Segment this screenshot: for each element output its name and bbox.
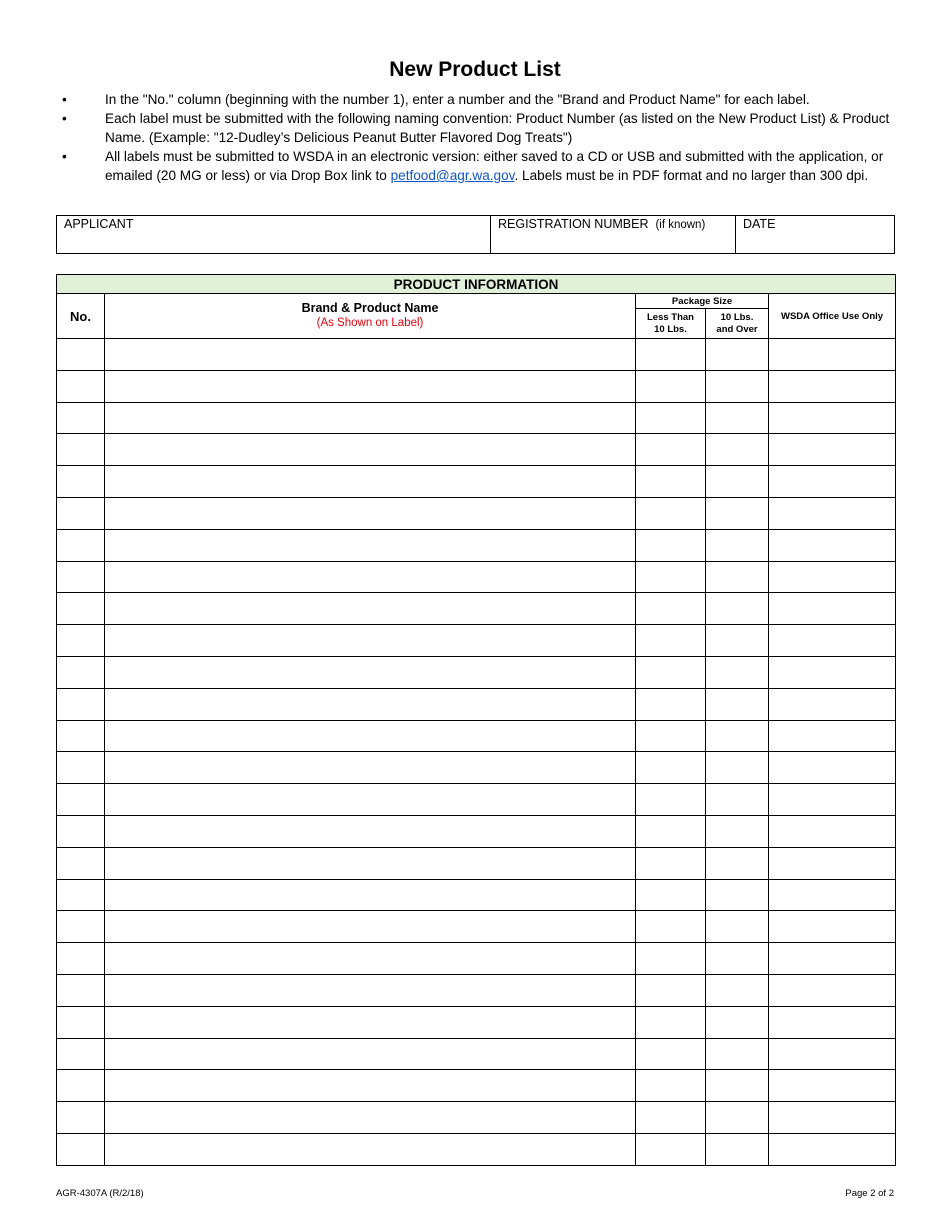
table-row: [57, 784, 896, 816]
wsda-office-use-cell: [769, 943, 896, 975]
package-size-header: Package Size: [636, 294, 769, 309]
10-lbs-and-over-cell[interactable]: [706, 339, 769, 371]
table-row: [57, 370, 896, 402]
wsda-office-use-cell: [769, 402, 896, 434]
less-than-10-lbs-header: [636, 309, 706, 339]
bullet: •: [62, 149, 67, 164]
less-than-10-lbs-cell[interactable]: [636, 1102, 706, 1134]
brand-product-name-cell[interactable]: [105, 1133, 636, 1165]
less-than-10-lbs-cell[interactable]: [636, 402, 706, 434]
wsda-office-use-cell: [769, 434, 896, 466]
product-rows: [57, 339, 896, 1166]
table-row: [57, 815, 896, 847]
less-than-10-lbs-cell[interactable]: [636, 593, 706, 625]
petfood-email-link[interactable]: petfood@agr.wa.gov: [390, 168, 515, 183]
brand-product-name-cell[interactable]: [105, 688, 636, 720]
instruction-item: [60, 109, 890, 147]
less-than-10-lbs-cell[interactable]: [636, 720, 706, 752]
10-lbs-and-over-cell[interactable]: [706, 974, 769, 1006]
wsda-office-use-cell: [769, 1102, 896, 1134]
less-than-10-lbs-cell[interactable]: [636, 879, 706, 911]
no-cell[interactable]: [57, 1133, 105, 1165]
less-than-10-lbs-cell[interactable]: [636, 497, 706, 529]
wsda-office-use-cell: [769, 720, 896, 752]
wsda-office-use-cell: [769, 593, 896, 625]
table-row: [57, 879, 896, 911]
less-than-10-lbs-cell[interactable]: [636, 370, 706, 402]
no-cell[interactable]: [57, 529, 105, 561]
brand-product-name-cell[interactable]: [105, 625, 636, 657]
table-row: [57, 593, 896, 625]
wsda-office-use-cell: [769, 1038, 896, 1070]
date-field[interactable]: [736, 216, 895, 254]
instruction-item: [60, 90, 890, 109]
10-lbs-and-over-cell[interactable]: [706, 434, 769, 466]
instruction-text: In the "No." column (beginning with the number 1), enter a number and the "Brand and Product Name" for each label.: [105, 92, 810, 107]
applicant-label: APPLICANT: [64, 217, 134, 231]
instruction-text: . Labels must be in PDF format and no larger than 300 dpi.: [514, 168, 869, 183]
table-row: [57, 1070, 896, 1102]
wsda-office-use-cell: [769, 879, 896, 911]
no-column-header: No.: [57, 294, 105, 339]
over-line1: 10 Lbs.: [720, 311, 754, 323]
wsda-office-use-cell: [769, 815, 896, 847]
brand-product-name-cell[interactable]: [105, 593, 636, 625]
bullet: •: [62, 92, 67, 107]
page-number: Page 2 of 2: [845, 1188, 894, 1199]
less-than-10-lbs-cell[interactable]: [636, 561, 706, 593]
less-than-10-lbs-cell[interactable]: [636, 656, 706, 688]
brand-product-name-cell[interactable]: [105, 879, 636, 911]
table-row: [57, 529, 896, 561]
10-lbs-and-over-cell[interactable]: [706, 879, 769, 911]
no-cell[interactable]: [57, 656, 105, 688]
brand-product-name-cell[interactable]: [105, 1102, 636, 1134]
applicant-field[interactable]: [57, 216, 491, 254]
brand-product-name-header: [105, 294, 636, 339]
no-cell[interactable]: [57, 625, 105, 657]
less-than-10-lbs-cell[interactable]: [636, 339, 706, 371]
no-cell[interactable]: [57, 1070, 105, 1102]
10-lbs-and-over-cell[interactable]: [706, 911, 769, 943]
no-cell[interactable]: [57, 879, 105, 911]
product-information-table: [56, 274, 896, 1166]
table-row: [57, 497, 896, 529]
applicant-info-table: [56, 215, 895, 254]
wsda-office-use-cell: [769, 911, 896, 943]
table-row: [57, 656, 896, 688]
brand-product-name-label: Brand & Product Name: [301, 301, 439, 315]
wsda-office-use-cell: [769, 497, 896, 529]
brand-product-name-cell[interactable]: [105, 1038, 636, 1070]
no-cell[interactable]: [57, 688, 105, 720]
less-than-line1: Less Than: [647, 311, 694, 323]
less-than-10-lbs-cell[interactable]: [636, 974, 706, 1006]
less-than-10-lbs-cell[interactable]: [636, 466, 706, 498]
10-lbs-and-over-cell[interactable]: [706, 497, 769, 529]
wsda-office-use-cell: [769, 529, 896, 561]
wsda-office-use-header: WSDA Office Use Only: [769, 294, 896, 339]
wsda-office-use-cell: [769, 339, 896, 371]
brand-product-name-cell[interactable]: [105, 815, 636, 847]
wsda-office-use-cell: [769, 688, 896, 720]
brand-product-name-cell[interactable]: [105, 370, 636, 402]
no-cell[interactable]: [57, 466, 105, 498]
10-lbs-and-over-cell[interactable]: [706, 943, 769, 975]
no-cell[interactable]: [57, 815, 105, 847]
10-lbs-and-over-cell[interactable]: [706, 688, 769, 720]
less-than-10-lbs-cell[interactable]: [636, 434, 706, 466]
date-label: DATE: [743, 217, 776, 231]
bullet: •: [62, 111, 67, 126]
brand-product-name-cell[interactable]: [105, 943, 636, 975]
less-than-10-lbs-cell[interactable]: [636, 911, 706, 943]
wsda-office-use-cell: [769, 784, 896, 816]
less-than-10-lbs-cell[interactable]: [636, 847, 706, 879]
wsda-office-use-cell: [769, 847, 896, 879]
brand-product-name-cell[interactable]: [105, 656, 636, 688]
10-lbs-and-over-cell[interactable]: [706, 1102, 769, 1134]
less-than-10-lbs-cell[interactable]: [636, 1070, 706, 1102]
wsda-office-use-cell: [769, 1070, 896, 1102]
registration-note: (if known): [655, 219, 706, 231]
no-cell[interactable]: [57, 402, 105, 434]
10-lbs-and-over-cell[interactable]: [706, 561, 769, 593]
table-row: [57, 434, 896, 466]
no-cell[interactable]: [57, 752, 105, 784]
wsda-office-use-cell: [769, 466, 896, 498]
brand-product-name-cell[interactable]: [105, 1006, 636, 1038]
less-than-10-lbs-cell[interactable]: [636, 1006, 706, 1038]
table-row: [57, 625, 896, 657]
less-than-10-lbs-cell[interactable]: [636, 815, 706, 847]
no-cell[interactable]: [57, 370, 105, 402]
table-row: [57, 1006, 896, 1038]
10-lbs-and-over-cell[interactable]: [706, 466, 769, 498]
10-lbs-and-over-cell[interactable]: [706, 402, 769, 434]
form-number: AGR-4307A (R/2/18): [56, 1188, 144, 1199]
less-than-10-lbs-cell[interactable]: [636, 1038, 706, 1070]
wsda-office-use-cell: [769, 656, 896, 688]
10-lbs-and-over-cell[interactable]: [706, 370, 769, 402]
10-lbs-and-over-cell[interactable]: [706, 1133, 769, 1165]
10-lbs-and-over-cell[interactable]: [706, 784, 769, 816]
table-row: [57, 339, 896, 371]
table-row: [57, 720, 896, 752]
table-row: [57, 561, 896, 593]
no-cell[interactable]: [57, 1038, 105, 1070]
less-than-10-lbs-cell[interactable]: [636, 752, 706, 784]
10-lbs-and-over-cell[interactable]: [706, 625, 769, 657]
table-row: [57, 1102, 896, 1134]
10-lbs-and-over-cell[interactable]: [706, 1038, 769, 1070]
table-row: [57, 402, 896, 434]
table-row: [57, 752, 896, 784]
table-row: [57, 1038, 896, 1070]
10-lbs-and-over-cell[interactable]: [706, 847, 769, 879]
brand-product-name-cell[interactable]: [105, 1070, 636, 1102]
registration-label: REGISTRATION NUMBER: [498, 217, 649, 231]
brand-product-name-cell[interactable]: [105, 466, 636, 498]
brand-product-name-cell[interactable]: [105, 752, 636, 784]
instruction-item: [60, 147, 890, 185]
brand-product-name-cell[interactable]: [105, 847, 636, 879]
table-row: [57, 847, 896, 879]
brand-product-name-cell[interactable]: [105, 974, 636, 1006]
page-title: New Product List: [389, 58, 561, 81]
no-cell[interactable]: [57, 847, 105, 879]
less-than-10-lbs-cell[interactable]: [636, 1133, 706, 1165]
table-row: [57, 974, 896, 1006]
10-lbs-and-over-cell[interactable]: [706, 529, 769, 561]
wsda-office-use-cell: [769, 1133, 896, 1165]
table-row: [57, 943, 896, 975]
10-lbs-and-over-cell[interactable]: [706, 593, 769, 625]
over-line2: and Over: [716, 323, 758, 335]
brand-product-name-cell[interactable]: [105, 720, 636, 752]
no-cell[interactable]: [57, 497, 105, 529]
less-than-10-lbs-cell[interactable]: [636, 784, 706, 816]
10-lbs-and-over-cell[interactable]: [706, 815, 769, 847]
less-than-10-lbs-cell[interactable]: [636, 688, 706, 720]
instruction-text: Each label must be submitted with the following naming convention: Product Number (as listed on the New Product List) & Product Name. (Example: "12-Dudley’s Delicious Peanut Butter Flavored Dog Treats"): [105, 111, 890, 145]
no-cell[interactable]: [57, 943, 105, 975]
no-cell[interactable]: [57, 974, 105, 1006]
table-row: [57, 466, 896, 498]
less-than-10-lbs-cell[interactable]: [636, 529, 706, 561]
brand-product-name-cell[interactable]: [105, 561, 636, 593]
no-cell[interactable]: [57, 561, 105, 593]
wsda-office-use-cell: [769, 561, 896, 593]
10-lbs-and-over-header: [706, 309, 769, 339]
brand-product-name-cell[interactable]: [105, 339, 636, 371]
no-cell[interactable]: [57, 911, 105, 943]
brand-product-name-cell[interactable]: [105, 784, 636, 816]
less-than-10-lbs-cell[interactable]: [636, 943, 706, 975]
brand-product-name-cell[interactable]: [105, 497, 636, 529]
table-row: [57, 1133, 896, 1165]
no-cell[interactable]: [57, 1102, 105, 1134]
wsda-office-use-cell: [769, 752, 896, 784]
10-lbs-and-over-cell[interactable]: [706, 752, 769, 784]
no-cell[interactable]: [57, 593, 105, 625]
less-than-line2: 10 Lbs.: [654, 323, 687, 335]
no-cell[interactable]: [57, 434, 105, 466]
no-cell[interactable]: [57, 784, 105, 816]
brand-product-name-cell[interactable]: [105, 529, 636, 561]
wsda-office-use-cell: [769, 1006, 896, 1038]
wsda-office-use-cell: [769, 974, 896, 1006]
wsda-office-use-cell: [769, 625, 896, 657]
as-shown-on-label-note: (As Shown on Label): [316, 317, 424, 329]
less-than-10-lbs-cell[interactable]: [636, 625, 706, 657]
table-row: [57, 688, 896, 720]
brand-product-name-cell[interactable]: [105, 911, 636, 943]
no-cell[interactable]: [57, 1006, 105, 1038]
10-lbs-and-over-cell[interactable]: [706, 1006, 769, 1038]
brand-product-name-cell[interactable]: [105, 434, 636, 466]
instruction-text: All labels must be submitted to WSDA in an electronic version: either saved to a CD or USB and submitted with the application, or emailed (20 MG or less) or via Drop Box link to: [105, 149, 884, 183]
10-lbs-and-over-cell[interactable]: [706, 720, 769, 752]
table-row: [57, 911, 896, 943]
brand-product-name-cell[interactable]: [105, 402, 636, 434]
registration-number-field[interactable]: [491, 216, 736, 254]
10-lbs-and-over-cell[interactable]: [706, 656, 769, 688]
product-information-header: PRODUCT INFORMATION: [57, 275, 896, 294]
instructions-list: [60, 90, 890, 185]
no-cell[interactable]: [57, 720, 105, 752]
wsda-office-use-cell: [769, 370, 896, 402]
10-lbs-and-over-cell[interactable]: [706, 1070, 769, 1102]
no-cell[interactable]: [57, 339, 105, 371]
